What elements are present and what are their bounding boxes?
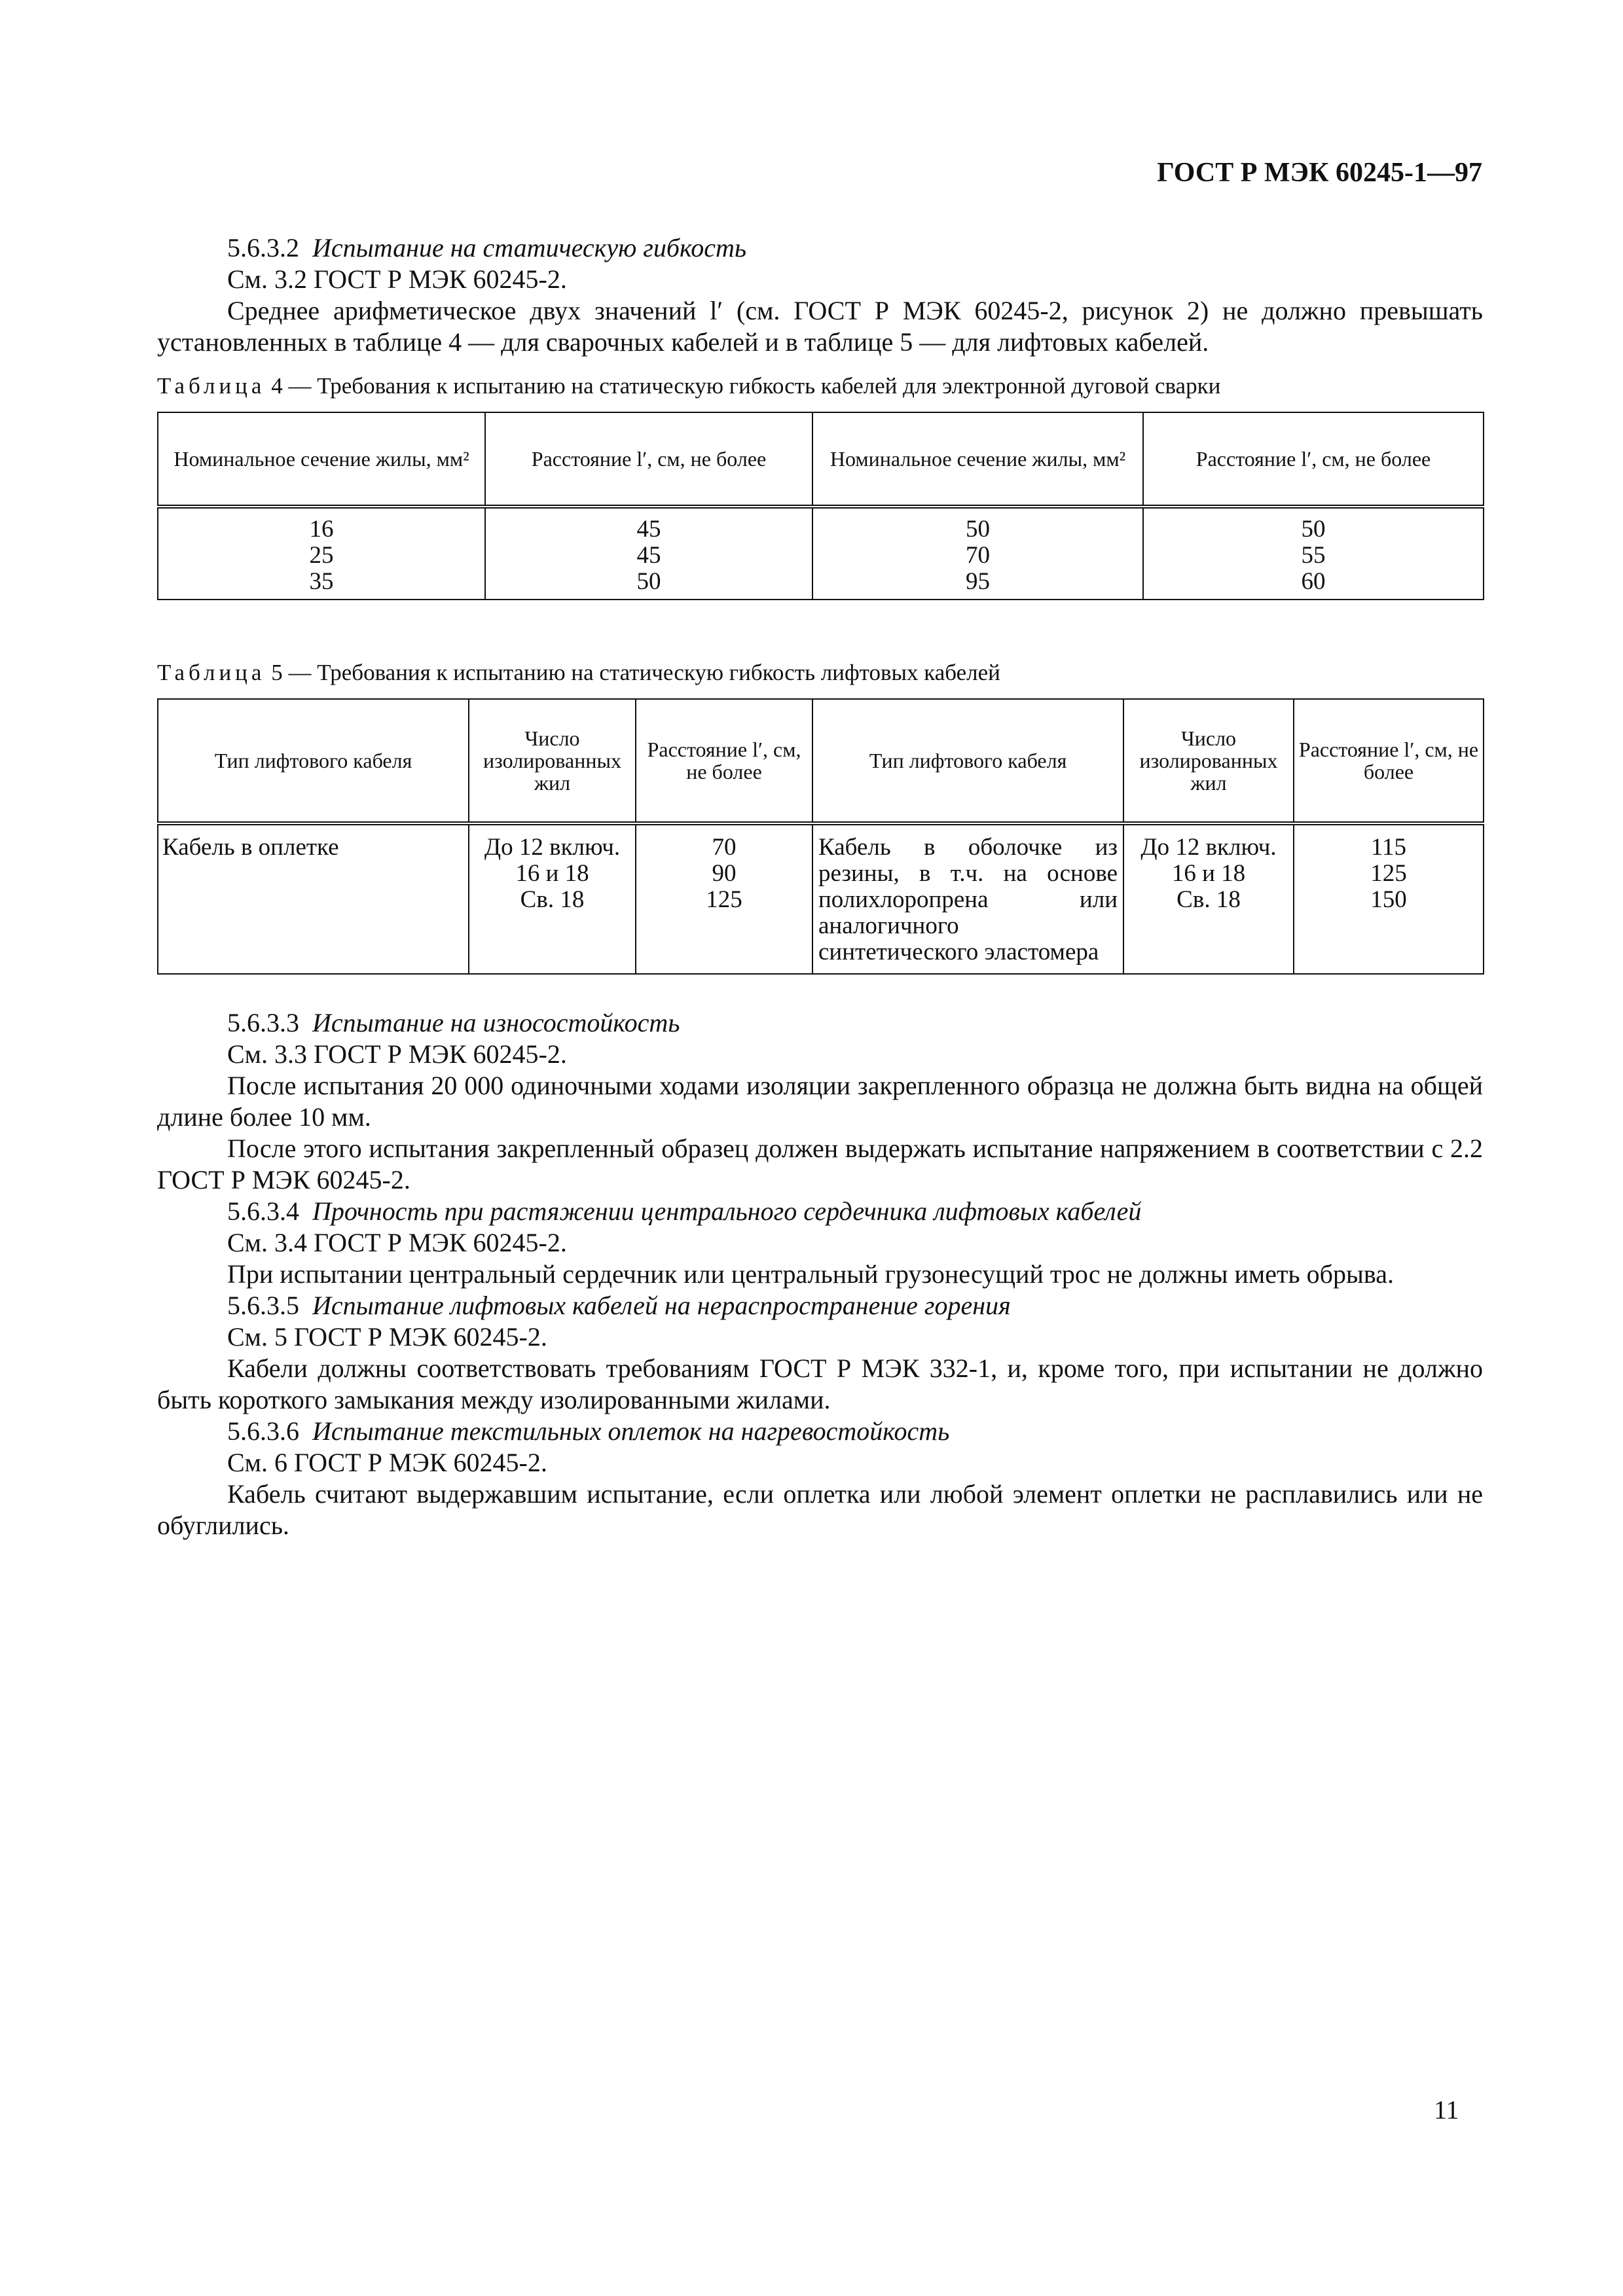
table-cell: 50 55 60 (1143, 507, 1484, 600)
section-title: Испытание на статическую гибкость (312, 233, 747, 262)
table-caption-text: 4 — Требования к испытанию на статическую гибкость кабелей для электронной дуговой сварки (271, 373, 1221, 399)
col-header-distance: Расстояние l′, см, не более (485, 412, 812, 507)
section-ref: См. 6 ГОСТ Р МЭК 60245-2. (227, 1448, 547, 1477)
paragraph: При испытании центральный сердечник или центральный грузонесущий трос не должны иметь обрыва. (227, 1259, 1395, 1289)
paragraph: Среднее арифметическое двух значений l′ (см. ГОСТ Р МЭК 60245-2, рисунок 2) не должно превышать установленных в таблице 4 — для сварочных кабелей и в таблице 5 — для лифтовых кабелей. (157, 296, 1483, 357)
col-header-section: Номинальное сечение жилы, мм² (812, 412, 1143, 507)
table-caption-text: 5 — Требования к испытанию на статическую гибкость лифтовых кабелей (271, 660, 1000, 685)
section-number: 5.6.3.4 (227, 1196, 299, 1226)
table-cell: 50 70 95 (812, 507, 1143, 600)
table-cell: Кабель в оболочке из резины, в т.ч. на основе полихлоропрена или аналогичного синтетического эластомера (812, 823, 1123, 974)
section-title: Испытание на износостойкость (312, 1008, 680, 1037)
section-number: 5.6.3.6 (227, 1416, 299, 1446)
paragraph: После этого испытания закрепленный образец должен выдержать испытание напряжением в соответствии с 2.2 ГОСТ Р МЭК 60245-2. (157, 1134, 1483, 1194)
section-number: 5.6.3.5 (227, 1291, 299, 1320)
table5-caption (157, 659, 1483, 687)
section-number: 5.6.3.3 (227, 1008, 299, 1037)
table-cell: Кабель в оплетке (158, 823, 469, 974)
paragraph: Кабели должны соответствовать требованиям ГОСТ Р МЭК 332-1, и, кроме того, при испытании не должно быть короткого замыкания между изолированными жилами. (157, 1354, 1483, 1414)
section-heading-5635 (157, 1290, 1483, 1321)
table-cell: 70 90 125 (636, 823, 812, 974)
table-row (158, 507, 1484, 600)
col-header-cores: Число изолированных жил (469, 699, 636, 823)
section-heading-5632 (157, 232, 1483, 264)
section-title: Испытание текстильных оплеток на нагревостойкость (312, 1416, 950, 1446)
section-heading-5636 (157, 1416, 1483, 1447)
col-header-distance: Расстояние l′, см, не более (1143, 412, 1484, 507)
section-heading-5633 (157, 1007, 1483, 1039)
section-ref: См. 3.2 ГОСТ Р МЭК 60245-2. (227, 264, 567, 294)
table-label: Таблица (157, 373, 266, 399)
table5 (157, 698, 1484, 975)
col-header-distance: Расстояние l′, см, не более (1294, 699, 1484, 823)
col-header-type: Тип лифтового кабеля (812, 699, 1123, 823)
table-cell: 16 25 35 (158, 507, 485, 600)
table-cell: 45 45 50 (485, 507, 812, 600)
section-ref: См. 3.4 ГОСТ Р МЭК 60245-2. (227, 1228, 567, 1257)
table-header-row (158, 412, 1484, 507)
section-ref: См. 3.3 ГОСТ Р МЭК 60245-2. (227, 1039, 567, 1069)
page-content (157, 232, 1483, 1541)
table4 (157, 412, 1484, 600)
col-header-distance: Расстояние l′, см, не более (636, 699, 812, 823)
section-heading-5634 (157, 1196, 1483, 1227)
table-cell: 115 125 150 (1294, 823, 1484, 974)
col-header-section: Номинальное сечение жилы, мм² (158, 412, 485, 507)
paragraph: Кабель считают выдержавшим испытание, если оплетка или любой элемент оплетки не расплавились или не обуглились. (157, 1479, 1483, 1540)
page-number: 11 (1434, 2095, 1459, 2125)
section-title: Прочность при растяжении центрального сердечника лифтовых кабелей (312, 1196, 1142, 1226)
col-header-type: Тип лифтового кабеля (158, 699, 469, 823)
table-label: Таблица (157, 660, 266, 685)
table-row (158, 823, 1484, 974)
section-number: 5.6.3.2 (227, 233, 299, 262)
table4-caption (157, 372, 1483, 400)
table-cell: До 12 включ. 16 и 18 Св. 18 (469, 823, 636, 974)
col-header-cores: Число изолированных жил (1123, 699, 1294, 823)
section-title: Испытание лифтовых кабелей на нераспространение горения (312, 1291, 1011, 1320)
table-header-row (158, 699, 1484, 823)
paragraph: После испытания 20 000 одиночными ходами изоляции закрепленного образца не должна быть видна на общей длине более 10 мм. (157, 1071, 1483, 1132)
section-ref: См. 5 ГОСТ Р МЭК 60245-2. (227, 1322, 547, 1352)
table-cell: До 12 включ. 16 и 18 Св. 18 (1123, 823, 1294, 974)
document-header: ГОСТ Р МЭК 60245-1—97 (1157, 158, 1482, 188)
